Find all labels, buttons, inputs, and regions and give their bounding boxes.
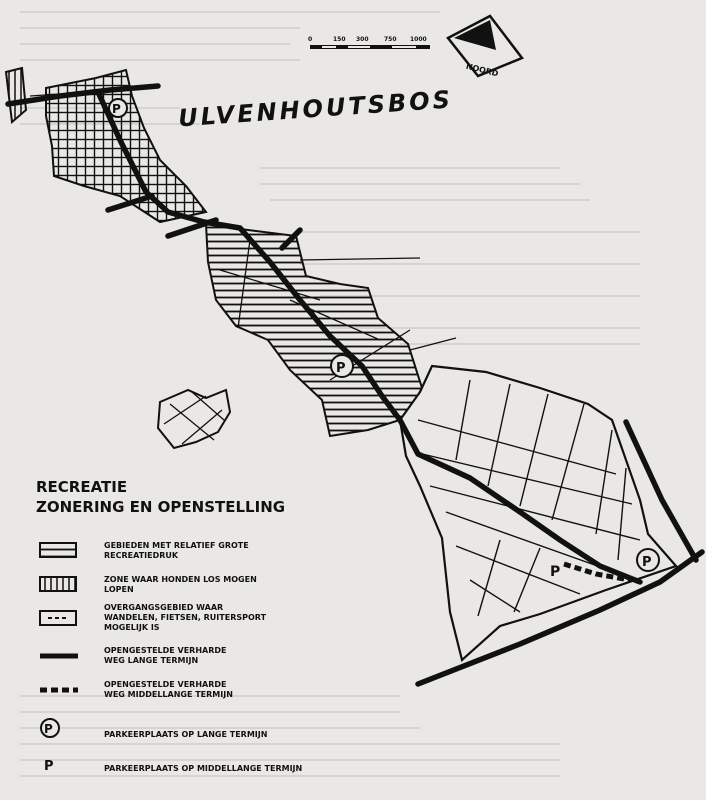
svg-text:P: P	[642, 555, 652, 570]
parking-circle-east	[637, 549, 659, 571]
legend-item-0-line2: RECREATIEDRUK	[104, 551, 179, 560]
zone-dogs-tail	[6, 68, 26, 122]
svg-text:P: P	[336, 361, 346, 376]
legend-item-2-line3: MOGELIJK IS	[104, 623, 160, 632]
legend-item-6-line1: PARKEERPLAATS OP MIDDELLANGE TERMIJN	[104, 764, 303, 773]
legend-symbol-circled-p	[41, 719, 59, 737]
legend-item-3-line2: WEG LANGE TERMIJN	[104, 656, 199, 665]
legend-item-4-line2: WEG MIDDELLANGE TERMIJN	[104, 690, 233, 699]
legend-item-2-line2: WANDELEN, FIETSEN, RUITERSPORT	[104, 613, 267, 622]
legend-item-4-line1: OPENGESTELDE VERHARDE	[104, 680, 227, 689]
parking-plain-east: P	[550, 564, 561, 580]
legend-item-5-line1: PARKEERPLAATS OP LANGE TERMIJN	[104, 730, 268, 739]
legend-item-1-line1: ZONE WAAR HONDEN LOS MOGEN	[104, 575, 257, 584]
scale-tick-1000: 1000	[410, 36, 427, 43]
zone-transition-right	[400, 366, 676, 660]
zone-small-patch	[158, 390, 230, 448]
legend	[36, 478, 302, 774]
legend-item-3-line1: OPENGESTELDE VERHARDE	[104, 646, 227, 655]
legend-item-2-line1: OVERGANGSGEBIED WAAR	[104, 603, 224, 612]
legend-item-1-line2: LOPEN	[104, 585, 134, 594]
north-arrow	[448, 16, 522, 79]
scale-tick-750: 750	[384, 36, 397, 43]
svg-text:P: P	[44, 722, 53, 736]
legend-symbol-horizontal-hatch	[40, 543, 76, 557]
legend-item-0-line1: GEBIEDEN MET RELATIEF GROTE	[104, 541, 249, 550]
north-label: NOORD	[464, 61, 500, 79]
legend-title-2: ZONERING EN OPENSTELLING	[36, 498, 286, 516]
legend-symbol-vertical-hatch	[40, 577, 76, 591]
legend-title-1: RECREATIE	[36, 478, 128, 496]
map-title: ULVENHOUTSBOS	[177, 85, 454, 133]
scale-tick-150: 150	[333, 36, 346, 43]
legend-symbol-plain-p: P	[44, 759, 54, 774]
scale-tick-0: 0	[308, 36, 313, 43]
parking-circle-middle	[331, 355, 353, 377]
svg-text:P: P	[112, 102, 121, 116]
scale-bar	[308, 36, 430, 49]
parking-circle-north	[109, 99, 127, 117]
scale-tick-300: 300	[356, 36, 369, 43]
